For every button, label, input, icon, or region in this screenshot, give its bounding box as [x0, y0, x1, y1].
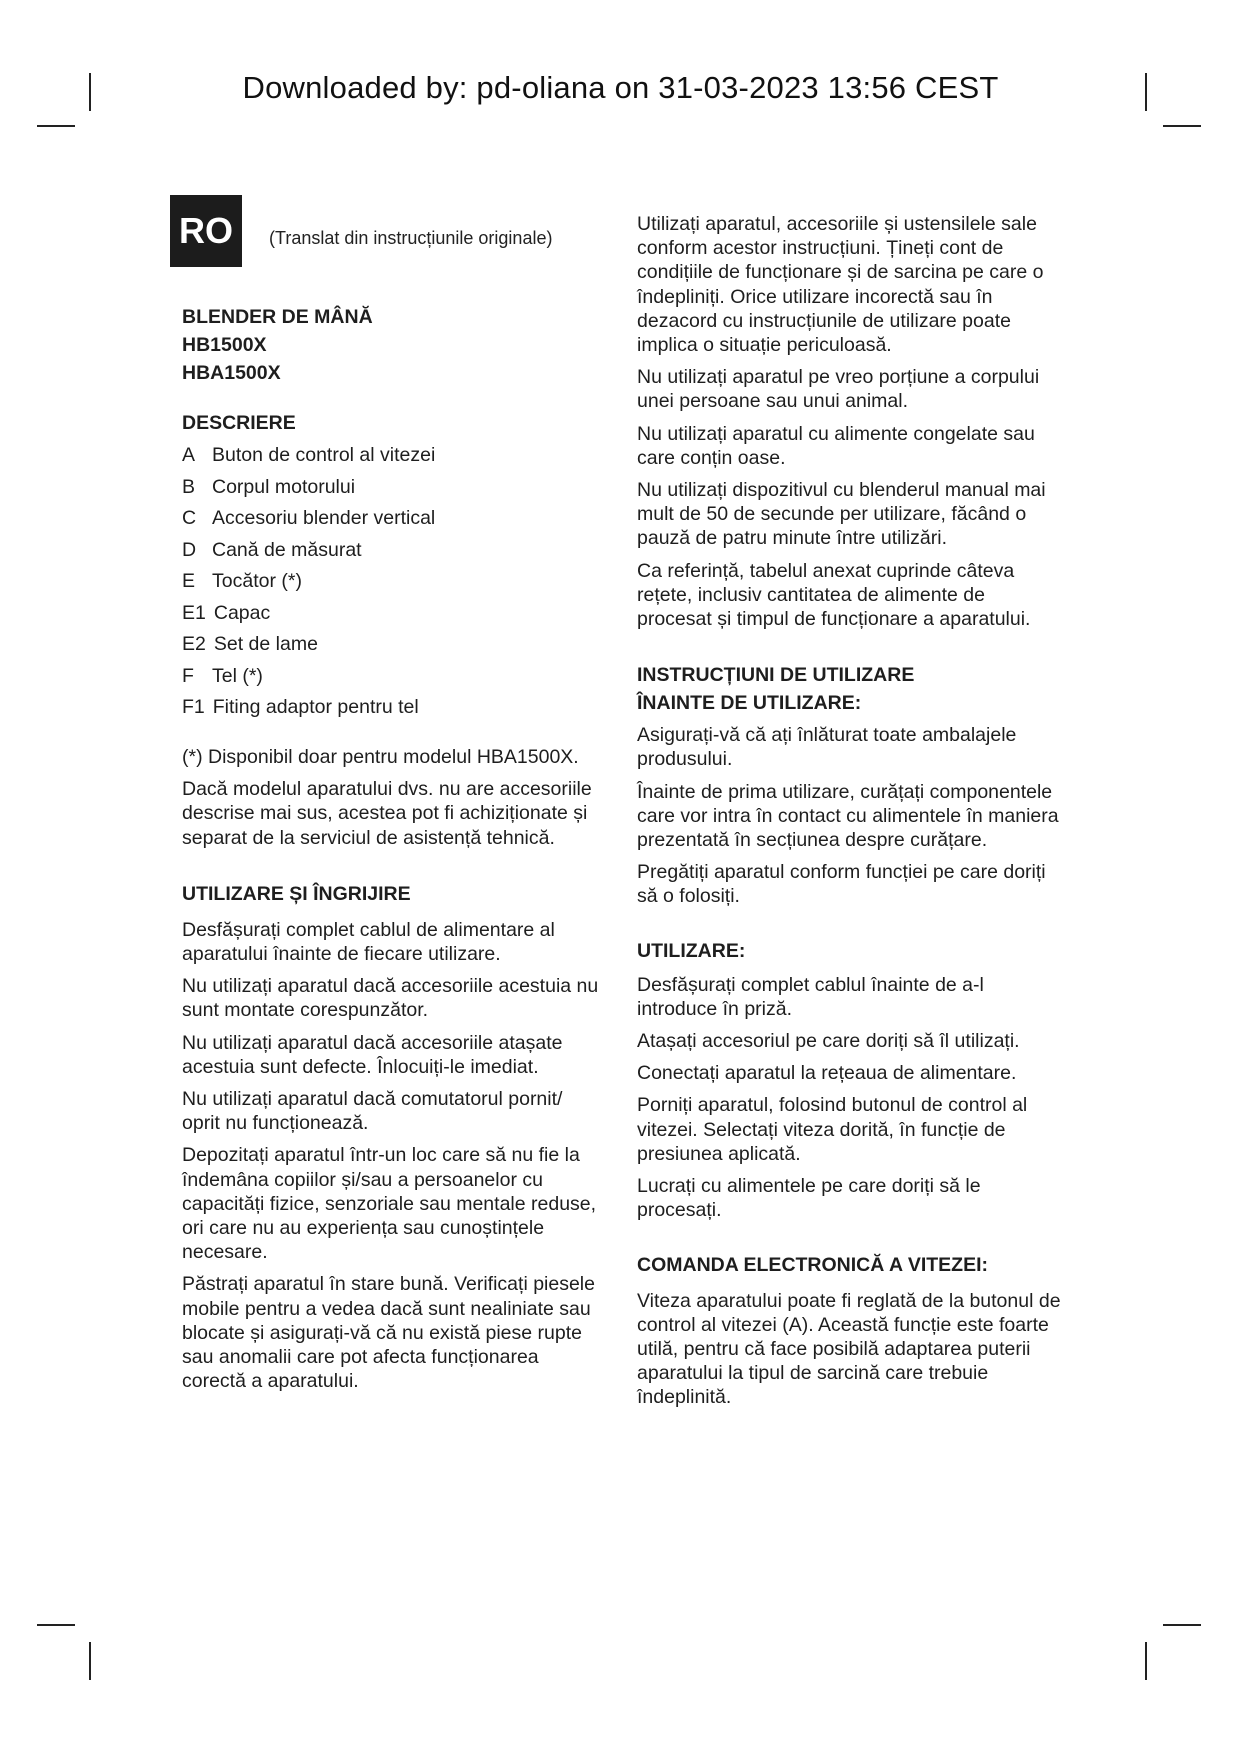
model-number: HB1500X — [182, 334, 267, 356]
intro-paragraph: Nu utilizați dispozitivul cu blenderul manual mai mult de 50 de secunde per utilizare, făcând o pauză de patru minute între utilizări. — [637, 479, 1046, 550]
description-item — [182, 538, 602, 562]
intro-paragraph: Ca referință, tabelul anexat cuprinde câteva rețete, inclusiv cantitatea de alimente de procesat și timpul de funcționare a aparatului. — [637, 559, 1031, 631]
right-column — [637, 212, 1062, 1418]
item-label: Tocător (*) — [212, 570, 302, 592]
item-key: E — [182, 570, 196, 592]
usage-paragraph: Porniți aparatul, folosind butonul de control al vitezei. Selectați viteza dorită, în funcție de presiunea aplicată. — [637, 1094, 1028, 1165]
download-notice: Downloaded by: pd-oliana on 31-03-2023 13:56 CEST — [242, 70, 999, 105]
intro-paragraph: Nu utilizați aparatul pe vreo porțiune a corpului unei persoane sau unui animal. — [637, 366, 1040, 413]
crop-mark-bottom-left-horizontal — [37, 1624, 75, 1626]
usage-paragraph: Desfășurați complet cablul înainte de a-l introduce în priză. — [637, 973, 984, 1020]
usage-paragraph: Lucrați cu alimentele pe care doriți să le procesați. — [637, 1175, 981, 1222]
item-label: Cană de măsurat — [212, 538, 362, 561]
intro-paragraph: Utilizați aparatul, accesoriile și ustensilele sale conform acestor instrucțiuni. Țineți cont de condițiile de funcționare și de sarcina pe care o îndepliniți. Orice utilizare incorectă sau în dezacord cu instrucțiunile de utilizare poate implica o situație periculoasă. — [637, 213, 1044, 357]
crop-mark-top-right-horizontal — [1163, 125, 1201, 127]
item-key: F — [182, 664, 194, 687]
description-list — [182, 443, 602, 719]
use-care-heading: UTILIZARE ȘI ÎNGRIJIRE — [182, 882, 411, 905]
use-care-paragraph: Păstrați aparatul în stare bună. Verificați piesele mobile pentru a vedea dacă sunt nealiniate sau blocate și asigurați-vă că nu există piese rupte sau anomalii care pot afecta funcționarea corectă a aparatului. — [182, 1273, 595, 1393]
use-care-paragraph: Nu utilizați aparatul dacă comutatorul pornit/ oprit nu funcționează. — [182, 1088, 563, 1135]
before-use-paragraph: Înainte de prima utilizare, curățați componentele care vor intra în contact cu alimentele în maniera prezentată în secțiunea despre curățare. — [637, 780, 1059, 852]
usage-paragraph: Conectați aparatul la rețeaua de alimentare. — [637, 1062, 1017, 1085]
item-label: Tel (*) — [212, 664, 263, 687]
item-key: F1 — [182, 696, 205, 718]
item-label: Corpul motorului — [212, 475, 356, 498]
speed-control-paragraph: Viteza aparatului poate fi reglată de la butonul de control al vitezei (A). Această funcție este foarte utilă, pentru că face posibilă adaptarea puterii aparatului la tipul de sarcină care trebuie îndeplinită. — [637, 1289, 1061, 1409]
item-key: A — [182, 444, 196, 466]
item-label: Accesoriu blender vertical — [212, 507, 436, 529]
translation-note: (Translat din instrucțiunile originale) — [269, 228, 553, 248]
speed-control-heading: COMANDA ELECTRONICĂ A VITEZEI: — [637, 1253, 988, 1276]
item-label: Capac — [213, 601, 271, 624]
before-use-paragraph: Asigurați-vă că ați înlăturat toate ambalajele produsului. — [637, 724, 1017, 771]
usage-heading: UTILIZARE: — [637, 939, 746, 962]
item-label: Fiting adaptor pentru tel — [212, 696, 419, 718]
item-key: D — [182, 538, 197, 561]
left-column — [182, 303, 602, 1401]
crop-mark-top-left-horizontal — [37, 125, 75, 127]
description-item — [182, 443, 602, 467]
use-care-paragraph: Depozitați aparatul într-un loc care să nu fie la îndemâna copiilor și/sau a persoanelor cu capacități fizice, senzoriale sau mentale reduse, ori care nu au experiența sau cunoștințele necesare. — [182, 1144, 597, 1264]
description-heading: DESCRIERE — [182, 412, 296, 434]
description-item — [182, 632, 602, 656]
product-titles — [182, 303, 602, 387]
item-key: E1 — [182, 601, 206, 624]
accessories-note: Dacă modelul aparatului dvs. nu are accesoriile descrise mai sus, acestea pot fi achiziționate și separat de la serviciul de asistență tehnică. — [182, 778, 592, 849]
product-title: BLENDER DE MÂNĂ — [182, 306, 373, 328]
intro-paragraph: Nu utilizați aparatul cu alimente congelate sau care conțin oase. — [637, 422, 1035, 469]
before-use-paragraph: Pregătiți aparatul conform funcției pe care doriți să o folosiți. — [637, 861, 1046, 908]
use-care-paragraph: Desfășurați complet cablul de alimentare al aparatului înainte de fiecare utilizare. — [182, 918, 555, 966]
crop-mark-bottom-right-vertical — [1145, 1642, 1147, 1680]
description-item — [182, 664, 602, 688]
before-use-heading: ÎNAINTE DE UTILIZARE: — [637, 692, 862, 715]
use-care-paragraph: Nu utilizați aparatul dacă accesoriile atașate acestuia sunt defecte. Înlocuiți-le imediat. — [182, 1031, 563, 1078]
availability-note: (*) Disponibil doar pentru modelul HBA1500X. — [182, 746, 579, 768]
instructions-heading: INSTRUCȚIUNI DE UTILIZARE — [637, 664, 915, 687]
item-key: C — [182, 507, 197, 529]
item-key: B — [182, 475, 196, 498]
description-item — [182, 695, 602, 719]
use-care-paragraph: Nu utilizați aparatul dacă accesoriile acestuia nu sunt montate corespunzător. — [182, 975, 599, 1022]
crop-mark-bottom-right-horizontal — [1163, 1624, 1201, 1626]
description-item — [182, 506, 602, 530]
description-item — [182, 475, 602, 499]
description-item — [182, 601, 602, 625]
language-badge: RO — [170, 195, 242, 267]
usage-paragraph: Atașați accesoriul pe care doriți să îl utilizați. — [637, 1030, 1020, 1053]
item-label: Set de lame — [213, 633, 318, 655]
description-item — [182, 569, 602, 593]
item-key: E2 — [182, 633, 206, 655]
crop-mark-bottom-left-vertical — [89, 1642, 91, 1680]
model-number: HBA1500X — [182, 362, 281, 384]
item-label: Buton de control al vitezei — [212, 444, 436, 466]
